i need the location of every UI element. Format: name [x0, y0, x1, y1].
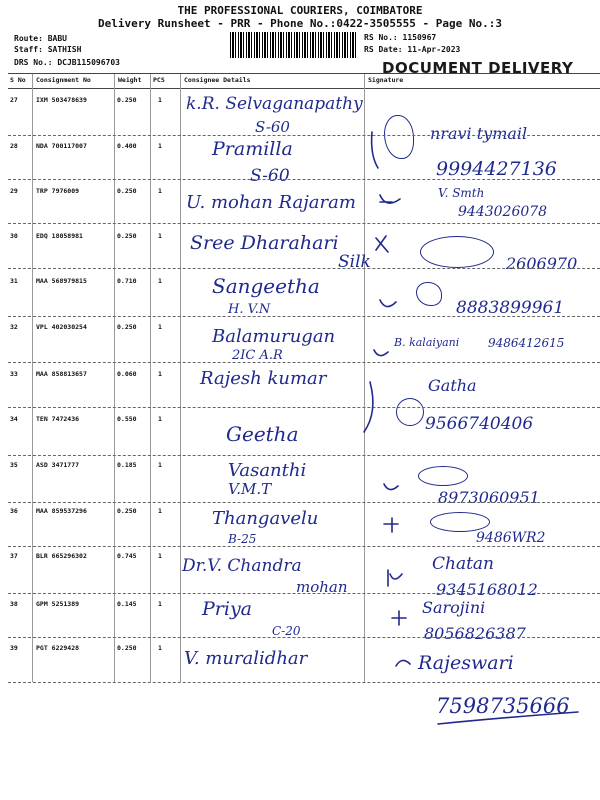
row-consignment: ASD 3471777 — [36, 461, 80, 469]
row-weight: 0.710 — [117, 277, 137, 285]
row-pcs: 1 — [158, 277, 162, 285]
row-sno: 38 — [10, 600, 18, 608]
row-pcs: 1 — [158, 552, 162, 560]
row-weight: 0.400 — [117, 142, 137, 150]
consignee-name: Vasanthi — [228, 460, 307, 481]
contact-phone: 8056826387 — [424, 624, 526, 643]
row-weight: 0.060 — [117, 370, 137, 378]
row-sno: 39 — [10, 644, 18, 652]
consignee-name: Balamurugan — [212, 326, 336, 347]
consignee-detail: mohan — [296, 578, 348, 596]
row-weight: 0.745 — [117, 552, 137, 560]
col-sno: S No — [10, 76, 26, 84]
row-consignment: TEN 7472436 — [36, 415, 80, 423]
consignee-name: Geetha — [226, 422, 299, 446]
contact-phone: 9994427136 — [436, 158, 557, 180]
col-weight: Weight — [118, 76, 142, 84]
row-weight: 0.145 — [117, 600, 137, 608]
row-sno: 31 — [10, 277, 18, 285]
col-signature: Signature — [368, 76, 404, 84]
row-sno: 30 — [10, 232, 18, 240]
consignee-name: Priya — [202, 598, 253, 620]
row-weight: 0.185 — [117, 461, 137, 469]
row-sno: 35 — [10, 461, 18, 469]
consignee-detail: V.M.T — [228, 480, 272, 498]
contact-phone: 9486412615 — [488, 336, 565, 350]
receiver-note: nravi tymail — [430, 124, 528, 143]
row-consignment: MAA 859537296 — [36, 507, 87, 515]
consignee-name: Sree Dharahari — [190, 232, 339, 254]
consignee-detail: 2IC A.R — [232, 348, 283, 363]
row-sno: 32 — [10, 323, 18, 331]
row-sno: 33 — [10, 370, 18, 378]
staff-label: Staff: SATHISH — [14, 45, 82, 54]
runsheet-subtitle: Delivery Runsheet - PRR - Phone No.:0422-3505555 - Page No.:3 — [98, 17, 502, 30]
row-pcs: 1 — [158, 507, 162, 515]
route-label: Route: BABU — [14, 34, 67, 43]
consignee-name: Sangeetha — [212, 274, 320, 298]
col-consignee: Consignee Details — [184, 76, 251, 84]
consignee-name: Dr.V. Chandra — [182, 556, 302, 576]
row-weight: 0.250 — [117, 644, 137, 652]
row-consignment: BLR 665296302 — [36, 552, 87, 560]
row-consignment: IXM 503478639 — [36, 96, 87, 104]
contact-phone: 9443026078 — [458, 204, 548, 220]
signature-name: Sarojini — [422, 598, 486, 617]
consignee-detail: Silk — [338, 252, 371, 272]
row-consignment: PGT 6229428 — [36, 644, 80, 652]
contact-phone: 9486WR2 — [476, 530, 546, 546]
row-weight: 0.550 — [117, 415, 137, 423]
row-weight: 0.250 — [117, 507, 137, 515]
row-pcs: 1 — [158, 232, 162, 240]
rs-date: RS Date: 11-Apr-2023 — [364, 45, 461, 54]
row-consignment: NDA 700117007 — [36, 142, 87, 150]
company-title: THE PROFESSIONAL COURIERS, COIMBATORE — [177, 4, 423, 17]
consignee-name: Rajesh kumar — [200, 368, 327, 389]
row-weight: 0.250 — [117, 232, 137, 240]
consignee-detail: S-60 — [255, 118, 290, 136]
contact-phone: 9566740406 — [425, 414, 534, 434]
consignee-name: V. muralidhar — [184, 648, 308, 669]
consignee-name: k.R. Selvaganapathy — [186, 94, 363, 114]
document-delivery-stamp: DOCUMENT DELIVERY — [382, 59, 574, 77]
contact-phone: 9345168012 — [436, 580, 538, 599]
row-weight: 0.250 — [117, 323, 137, 331]
row-consignment: GPM 5251389 — [36, 600, 80, 608]
row-pcs: 1 — [158, 323, 162, 331]
row-sno: 34 — [10, 415, 18, 423]
consignee-detail: C-20 — [272, 624, 301, 638]
row-sno: 28 — [10, 142, 18, 150]
row-pcs: 1 — [158, 96, 162, 104]
row-sno: 27 — [10, 96, 18, 104]
signature-name: Gatha — [428, 376, 477, 395]
row-consignment: VPL 402030254 — [36, 323, 87, 331]
signature-name: Rajeswari — [418, 652, 514, 674]
col-pcs: PCS — [153, 76, 165, 84]
contact-phone: 8883899961 — [456, 298, 565, 318]
row-sno: 29 — [10, 187, 18, 195]
contact-phone: 2606970 — [506, 254, 578, 273]
row-weight: 0.250 — [117, 187, 137, 195]
consignee-name: U. mohan Rajaram — [186, 192, 356, 213]
row-weight: 0.250 — [117, 96, 137, 104]
rs-number: RS No.: 1150967 — [364, 33, 437, 42]
row-pcs: 1 — [158, 142, 162, 150]
signature-name: V. Smth — [438, 186, 485, 200]
row-consignment: MAA 858813657 — [36, 370, 87, 378]
row-pcs: 1 — [158, 370, 162, 378]
row-sno: 36 — [10, 507, 18, 515]
row-sno: 37 — [10, 552, 18, 560]
row-pcs: 1 — [158, 415, 162, 423]
contact-phone: 7598735666 — [436, 694, 570, 718]
col-consignment: Consignment No — [36, 76, 91, 84]
row-consignment: TRP 7976009 — [36, 187, 80, 195]
row-pcs: 1 — [158, 600, 162, 608]
drs-number: DRS No.: DCJB115096703 — [14, 58, 120, 67]
row-pcs: 1 — [158, 461, 162, 469]
signature-name: B. kalaiyani — [394, 336, 460, 349]
consignee-name: Thangavelu — [212, 508, 319, 529]
signature-name: Chatan — [432, 554, 495, 574]
row-consignment: MAA 568979815 — [36, 277, 87, 285]
consignee-detail: H. V.N — [228, 302, 271, 317]
consignee-name: Pramilla — [212, 138, 293, 160]
consignee-detail: B-25 — [228, 532, 257, 546]
contact-phone: 8973060951 — [438, 488, 540, 507]
consignee-detail: S-60 — [250, 166, 290, 186]
row-pcs: 1 — [158, 187, 162, 195]
row-consignment: EDQ 18058981 — [36, 232, 83, 240]
row-pcs: 1 — [158, 644, 162, 652]
